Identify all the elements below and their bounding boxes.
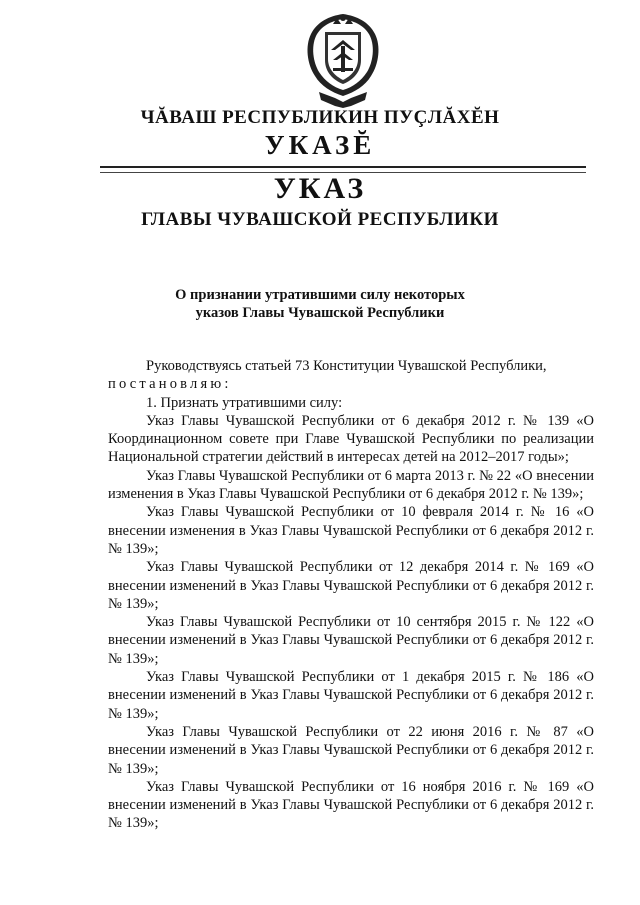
decree-word: постановляю: [108,376,232,393]
decree-paragraph: Указ Главы Чувашской Республики от 16 ноября 2016 г. № 169 «О внесении изменений в Указ Главы Чувашской Республики от 6 декабря 2012 г. № 139»; [108,778,594,832]
decree-paragraph: Указ Главы Чувашской Республики от 6 декабря 2012 г. № 139 «О Координационном совете при Главе Чувашской Республики по реализации Национальной стратегии действий в интересах детей на 2012–2017 годы»; [108,412,594,466]
document-title [0,286,640,322]
coat-of-arms-emblem [299,10,387,110]
chuvash-header-line: ЧĂВАШ РЕСПУБЛИКИН ПУÇЛĂХĔН [140,107,500,128]
item-1: 1. Признать утратившими силу: [146,394,343,411]
preamble: Руководствуясь статьей 73 Конституции Чувашской Республики, [146,358,547,374]
title-line-2: указов Главы Чувашской Республики [195,305,445,321]
chuvash-ukaz-heading: УКАЗĔ [264,130,376,160]
decree-paragraph: Указ Главы Чувашской Республики от 1 декабря 2015 г. № 186 «О внесении изменений в Указ Главы Чувашской Республики от 6 декабря 2012 г. № 139»; [108,669,594,722]
decree-paragraph: Указ Главы Чувашской Республики от 10 сентября 2015 г. № 122 «О внесении изменений в Указ Главы Чувашской Республики от 6 декабря 2012 г. № 139»; [108,614,594,667]
title-line-1: О признании утратившими силу некоторых [175,287,465,303]
decree-paragraph: Указ Главы Чувашской Республики от 12 декабря 2014 г. № 169 «О внесении изменений в Указ Главы Чувашской Республики от 6 декабря 2012 г. № 139»; [108,559,594,612]
issuer-heading: ГЛАВЫ ЧУВАШСКОЙ РЕСПУБЛИКИ [141,209,499,230]
decree-paragraph: Указ Главы Чувашской Республики от 6 марта 2013 г. № 22 «О внесении изменения в Указ Главы Чувашской Республики от 6 декабря 2012 г. № 139»; [108,467,594,503]
document-body [108,357,594,833]
decree-paragraph: Указ Главы Чувашской Республики от 10 февраля 2014 г. № 16 «О внесении изменения в Указ Главы Чувашской Республики от 6 декабря 2012 г. № 139»; [108,504,594,557]
ukaz-heading: УКАЗ [273,172,367,205]
decree-paragraph: Указ Главы Чувашской Республики от 22 июня 2016 г. № 87 «О внесении изменений в Указ Главы Чувашской Республики от 6 декабря 2012 г. № 139»; [108,723,594,777]
